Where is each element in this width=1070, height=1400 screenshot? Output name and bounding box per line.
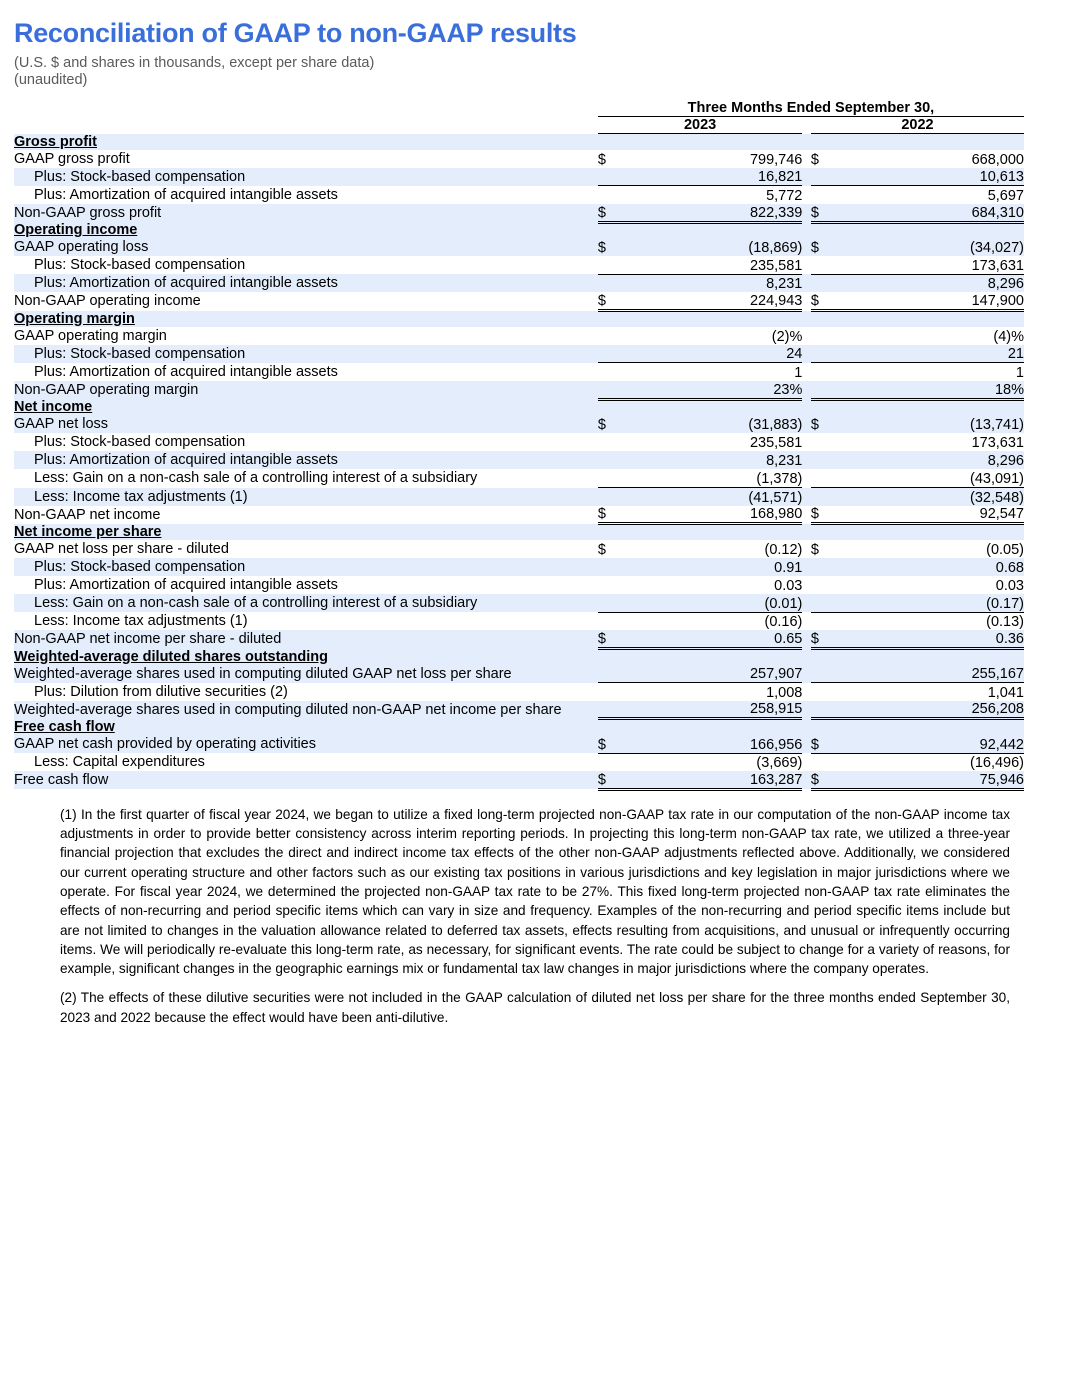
section-spacer-cell — [598, 399, 624, 415]
value-2022: 684,310 — [836, 204, 1024, 222]
currency-symbol-2023: $ — [597, 151, 606, 168]
currency-symbol-2022 — [811, 753, 837, 771]
currency-symbol-2023: $ — [598, 292, 624, 310]
section-spacer-cell — [623, 134, 802, 150]
currency-symbol-2023 — [598, 612, 624, 630]
value-2022: 0.36 — [836, 630, 1024, 648]
row-label: Plus: Amortization of acquired intangible assets — [34, 452, 338, 469]
currency-symbol-2022 — [811, 363, 837, 381]
currency-symbol-2022 — [811, 168, 837, 186]
currency-symbol-2022 — [811, 558, 837, 576]
value-2023: 235,581 — [749, 435, 803, 452]
value-2023: 224,943 — [623, 292, 802, 310]
table-row — [14, 506, 1024, 524]
value-2023: (31,883) — [748, 417, 803, 434]
section-spacer-cell — [623, 222, 802, 238]
row-label: GAAP net loss — [14, 416, 109, 432]
section-spacer-cell — [802, 134, 811, 150]
currency-symbol-2023: $ — [598, 506, 624, 524]
section-label: Free cash flow — [14, 718, 115, 735]
value-2023: 0.91 — [774, 560, 803, 576]
value-2022: (13,741) — [969, 417, 1024, 434]
header-year-row — [14, 117, 1024, 134]
value-2022: (0.05) — [986, 541, 1024, 558]
column-gap — [802, 433, 811, 451]
table-row — [14, 168, 1024, 186]
section-spacer-cell — [811, 719, 837, 735]
section-label: Gross profit — [14, 133, 97, 150]
reconciliation-table — [14, 100, 1024, 791]
row-label: Plus: Stock-based compensation — [34, 345, 246, 362]
header-period-row — [14, 100, 1024, 117]
currency-symbol-2023 — [598, 168, 624, 186]
header-period-label: Three Months Ended September 30, — [598, 100, 1024, 117]
currency-symbol-2022 — [811, 488, 837, 506]
row-label: Plus: Stock-based compensation — [34, 558, 246, 575]
section-label: Operating margin — [14, 310, 135, 327]
currency-symbol-2022 — [811, 256, 837, 274]
currency-symbol-2023 — [598, 753, 624, 771]
currency-symbol-2022: $ — [810, 151, 819, 168]
table-row — [14, 292, 1024, 310]
value-2023: (0.16) — [623, 612, 802, 630]
table-row — [14, 381, 1024, 399]
section-spacer-cell — [598, 649, 624, 665]
value-2023: 8,231 — [766, 453, 803, 470]
table-section-row — [14, 399, 1024, 415]
header-gap — [802, 117, 811, 134]
value-2022: 0.68 — [995, 560, 1024, 576]
column-gap — [802, 327, 811, 345]
row-label: GAAP net loss per share - diluted — [14, 540, 229, 557]
value-2023: 166,956 — [749, 736, 803, 753]
column-gap — [802, 665, 811, 683]
section-spacer-cell — [811, 524, 837, 540]
column-gap — [802, 415, 811, 433]
table-row — [14, 415, 1024, 433]
currency-symbol-2022 — [811, 469, 837, 487]
column-gap — [802, 576, 811, 594]
row-label: Plus: Dilution from dilutive securities (2) — [34, 683, 288, 700]
currency-symbol-2022 — [811, 381, 837, 399]
section-spacer-cell — [623, 524, 802, 540]
value-2023: (3,669) — [623, 753, 802, 771]
row-label: Plus: Stock-based compensation — [34, 168, 246, 185]
currency-symbol-2022 — [811, 433, 837, 451]
row-label: Plus: Stock-based compensation — [34, 434, 246, 451]
table-row — [14, 345, 1024, 363]
value-2023: 799,746 — [749, 151, 803, 168]
currency-symbol-2023: $ — [598, 771, 624, 789]
currency-symbol-2023: $ — [597, 240, 606, 257]
column-gap — [802, 771, 811, 789]
column-gap — [802, 451, 811, 469]
column-gap — [802, 381, 811, 399]
value-2022: 92,442 — [979, 736, 1024, 753]
currency-symbol-2023 — [598, 451, 624, 469]
currency-symbol-2023 — [598, 274, 624, 292]
table-section-row — [14, 524, 1024, 540]
section-spacer-cell — [623, 399, 802, 415]
section-spacer-cell — [623, 649, 802, 665]
value-2022: 1 — [836, 363, 1024, 381]
column-gap — [802, 204, 811, 222]
table-row — [14, 274, 1024, 292]
value-2022: (16,496) — [836, 753, 1024, 771]
column-gap — [802, 540, 811, 558]
currency-symbol-2023 — [598, 381, 624, 399]
column-gap — [802, 735, 811, 753]
column-gap — [802, 488, 811, 506]
value-2023: 235,581 — [749, 257, 803, 274]
currency-symbol-2022: $ — [810, 736, 819, 753]
currency-symbol-2023 — [598, 558, 624, 576]
row-label: Free cash flow — [14, 772, 109, 789]
currency-symbol-2023 — [598, 433, 624, 451]
section-label: Weighted-average diluted shares outstanding — [14, 648, 328, 665]
section-spacer-cell — [811, 649, 837, 665]
column-gap — [802, 150, 811, 168]
table-row — [14, 771, 1024, 789]
value-2023: 5,772 — [623, 186, 802, 204]
section-spacer-cell — [836, 399, 1024, 415]
table-section-row — [14, 134, 1024, 150]
currency-symbol-2023 — [598, 488, 624, 506]
table-header — [14, 100, 1024, 134]
header-year-2023: 2023 — [598, 117, 803, 134]
currency-symbol-2023 — [598, 594, 624, 612]
currency-symbol-2023 — [598, 683, 624, 701]
row-label: Less: Capital expenditures — [34, 754, 205, 770]
section-spacer-cell — [836, 222, 1024, 238]
value-2023: 0.03 — [774, 578, 803, 595]
row-label: GAAP operating margin — [14, 327, 167, 344]
footnotes — [60, 805, 1010, 1027]
section-label: Net income per share — [14, 523, 162, 540]
row-label: Plus: Amortization of acquired intangible assets — [34, 577, 338, 593]
value-2022: 5,697 — [836, 186, 1024, 204]
table-row — [14, 451, 1024, 469]
value-2022: 21 — [1007, 346, 1024, 363]
row-label: Plus: Amortization of acquired intangible assets — [34, 186, 338, 203]
value-2023: 1 — [623, 363, 802, 381]
value-2022: (43,091) — [969, 471, 1024, 487]
currency-symbol-2022 — [811, 576, 837, 594]
section-label: Net income — [14, 399, 93, 415]
column-gap — [802, 506, 811, 524]
column-gap — [802, 256, 811, 274]
value-2022: 1,041 — [836, 683, 1024, 701]
row-label: Less: Income tax adjustments (1) — [34, 613, 248, 630]
table-row — [14, 576, 1024, 594]
value-2022: 173,631 — [971, 257, 1024, 274]
currency-symbol-2022 — [811, 683, 837, 701]
currency-symbol-2023: $ — [598, 630, 624, 648]
value-2022: 0.03 — [995, 578, 1024, 595]
row-label: Plus: Stock-based compensation — [34, 257, 246, 274]
column-gap — [802, 612, 811, 630]
column-gap — [802, 292, 811, 310]
currency-symbol-2022: $ — [811, 630, 837, 648]
currency-symbol-2022 — [811, 345, 837, 363]
section-spacer-cell — [811, 222, 837, 238]
value-2023: (0.12) — [764, 541, 803, 558]
currency-symbol-2022 — [811, 186, 837, 204]
section-spacer-cell — [836, 719, 1024, 735]
table-section-row — [14, 649, 1024, 665]
currency-symbol-2023 — [598, 701, 624, 719]
page-title: Reconciliation of GAAP to non-GAAP results — [14, 18, 577, 48]
row-label: Non-GAAP gross profit — [14, 204, 162, 221]
column-gap — [802, 238, 811, 256]
currency-symbol-2023: $ — [598, 204, 624, 222]
row-label: Non-GAAP net income — [14, 506, 161, 523]
currency-symbol-2022: $ — [810, 417, 819, 434]
subtitle-units: (U.S. $ and shares in thousands, except per share data) — [14, 55, 375, 71]
value-2022: 18% — [836, 381, 1024, 399]
currency-symbol-2023 — [598, 345, 624, 363]
table-row — [14, 665, 1024, 683]
currency-symbol-2023: $ — [597, 736, 606, 753]
table-row — [14, 735, 1024, 753]
value-2023: 163,287 — [623, 771, 802, 789]
value-2022: 10,613 — [979, 169, 1024, 186]
currency-symbol-2023 — [598, 469, 624, 487]
value-2022: 255,167 — [971, 666, 1024, 683]
row-label: Plus: Amortization of acquired intangible assets — [34, 363, 338, 380]
value-2022: 92,547 — [836, 506, 1024, 524]
value-2023: 258,915 — [623, 701, 802, 719]
currency-symbol-2023 — [598, 363, 624, 381]
row-label: Non-GAAP net income per share - diluted — [14, 631, 282, 648]
table-row — [14, 612, 1024, 630]
value-2023: (41,571) — [623, 488, 802, 506]
currency-symbol-2022 — [811, 594, 837, 612]
section-spacer-cell — [802, 649, 811, 665]
section-spacer-cell — [598, 311, 624, 327]
currency-symbol-2022: $ — [811, 771, 837, 789]
section-spacer-cell — [802, 524, 811, 540]
section-spacer-cell — [802, 222, 811, 238]
value-2022: 173,631 — [971, 435, 1024, 452]
value-2022: (0.17) — [986, 595, 1024, 612]
table-row — [14, 327, 1024, 345]
section-spacer-cell — [836, 311, 1024, 327]
column-gap — [802, 345, 811, 363]
value-2023: 23% — [623, 381, 802, 399]
header-blank — [14, 100, 598, 117]
section-spacer-cell — [598, 524, 624, 540]
section-spacer-cell — [623, 719, 802, 735]
currency-symbol-2022 — [811, 274, 837, 292]
table-row — [14, 238, 1024, 256]
row-label: Less: Gain on a non-cash sale of a controlling interest of a subsidiary — [34, 595, 478, 612]
column-gap — [802, 363, 811, 381]
currency-symbol-2022 — [811, 612, 837, 630]
table-row — [14, 433, 1024, 451]
value-2023: (2)% — [771, 328, 803, 345]
value-2022: (34,027) — [969, 240, 1024, 257]
value-2023: 16,821 — [758, 169, 803, 186]
footnote-2: (2) The effects of these dilutive securities were not included in the GAAP calculation of diluted net loss per share for the three months ended September 30, 2023 and 2022 because the effect would have been anti-dilutive. — [60, 990, 1010, 1025]
column-gap — [802, 469, 811, 487]
section-spacer-cell — [836, 524, 1024, 540]
column-gap — [802, 701, 811, 719]
section-spacer-cell — [836, 649, 1024, 665]
table-section-row — [14, 222, 1024, 238]
table-row — [14, 186, 1024, 204]
header-year-2022: 2022 — [811, 117, 1024, 134]
table-body — [14, 134, 1024, 790]
table-row — [14, 540, 1024, 558]
currency-symbol-2023 — [598, 256, 624, 274]
table-row — [14, 488, 1024, 506]
table-row — [14, 683, 1024, 701]
table-row — [14, 558, 1024, 576]
value-2023: (1,378) — [756, 471, 803, 487]
section-spacer-cell — [802, 719, 811, 735]
section-spacer-cell — [802, 311, 811, 327]
value-2022: (32,548) — [836, 488, 1024, 506]
row-label: GAAP operating loss — [14, 239, 149, 255]
value-2022: 75,946 — [836, 771, 1024, 789]
table-row — [14, 150, 1024, 168]
value-2023: 1,008 — [623, 683, 802, 701]
value-2022: 147,900 — [836, 292, 1024, 310]
section-spacer-cell — [598, 134, 624, 150]
currency-symbol-2023: $ — [597, 541, 606, 558]
value-2023: 8,231 — [623, 274, 802, 292]
table-section-row — [14, 311, 1024, 327]
subtitle-unaudited: (unaudited) — [14, 72, 88, 88]
row-label: Non-GAAP operating income — [14, 293, 201, 310]
currency-symbol-2023: $ — [597, 417, 606, 434]
column-gap — [802, 594, 811, 612]
currency-symbol-2022: $ — [811, 292, 837, 310]
section-spacer-cell — [811, 399, 837, 415]
section-spacer-cell — [598, 222, 624, 238]
footnote-1: (1) In the first quarter of fiscal year 2024, we began to utilize a fixed long-term projected non-GAAP tax rate in our computation of the non-GAAP income tax adjustments in order to provide better consistency across interim reporting periods. In projecting this long-term non-GAAP tax rate, we utilized a three-year financial projection that excludes the direct and indirect income tax effects of the other non-GAAP adjustments reflected above. Additionally, we considered our current operating structure and other factors such as our existing tax positions in various jurisdictions and key legislation in major jurisdictions where we operate. For fiscal year 2024, we determined the projected non-GAAP tax rate to be 27%. This fixed long-term projected non-GAAP tax rate eliminates the effects of non-recurring and period specific items which can vary in size and frequency. Examples of the non-recurring and period specific items include but are not limited to changes in the valuation allowance related to deferred tax assets, effects resulting from acquisitions, and unusual or infrequently occurring items. We will periodically re-evaluate this long-term rate, as necessary, for significant events. The rate could be subject to change for a variety of reasons, for example, significant changes in the geographic earnings mix or fundamental tax law changes in major jurisdictions where the company operates. — [60, 806, 1010, 977]
currency-symbol-2022 — [811, 327, 837, 345]
currency-symbol-2022 — [811, 701, 837, 719]
value-2023: (0.01) — [764, 595, 803, 612]
section-label: Operating income — [14, 222, 138, 238]
section-spacer-cell — [811, 311, 837, 327]
value-2022: 256,208 — [836, 701, 1024, 719]
value-2023: 0.65 — [623, 630, 802, 648]
row-label: Non-GAAP operating margin — [14, 381, 199, 398]
section-spacer-cell — [623, 311, 802, 327]
row-label: Less: Income tax adjustments (1) — [34, 488, 248, 505]
value-2022: (0.13) — [836, 612, 1024, 630]
currency-symbol-2022: $ — [811, 506, 837, 524]
table-row — [14, 630, 1024, 648]
section-spacer-cell — [811, 134, 837, 150]
section-spacer-cell — [598, 719, 624, 735]
column-gap — [802, 630, 811, 648]
currency-symbol-2022: $ — [810, 541, 819, 558]
table-row — [14, 256, 1024, 274]
column-gap — [802, 558, 811, 576]
section-spacer-cell — [836, 134, 1024, 150]
table-row — [14, 594, 1024, 612]
value-2023: 822,339 — [623, 204, 802, 222]
row-label: Plus: Amortization of acquired intangible assets — [34, 275, 338, 292]
currency-symbol-2023 — [598, 327, 624, 345]
section-spacer-cell — [802, 399, 811, 415]
header-blank-2 — [14, 117, 598, 134]
value-2023: 168,980 — [623, 506, 802, 524]
value-2023: (18,869) — [748, 240, 803, 257]
table-row — [14, 363, 1024, 381]
value-2022: 8,296 — [836, 274, 1024, 292]
row-label: Weighted-average shares used in computing diluted GAAP net loss per share — [14, 665, 512, 682]
value-2023: 257,907 — [749, 666, 803, 683]
column-gap — [802, 168, 811, 186]
table-section-row — [14, 719, 1024, 735]
column-gap — [802, 753, 811, 771]
value-2022: (4)% — [993, 328, 1024, 345]
table-row — [14, 204, 1024, 222]
value-2022: 8,296 — [987, 453, 1024, 470]
column-gap — [802, 683, 811, 701]
column-gap — [802, 274, 811, 292]
currency-symbol-2023 — [598, 665, 624, 683]
row-label: GAAP net cash provided by operating activities — [14, 735, 316, 752]
row-label: GAAP gross profit — [14, 150, 130, 167]
column-gap — [802, 186, 811, 204]
currency-symbol-2023 — [598, 576, 624, 594]
row-label: Weighted-average shares used in computing diluted non-GAAP net income per share — [14, 701, 562, 718]
currency-symbol-2022: $ — [810, 240, 819, 257]
value-2023: 24 — [786, 346, 803, 363]
currency-symbol-2022: $ — [811, 204, 837, 222]
table-row — [14, 469, 1024, 487]
currency-symbol-2023 — [598, 186, 624, 204]
value-2022: 668,000 — [971, 151, 1024, 168]
currency-symbol-2022 — [811, 451, 837, 469]
table-row — [14, 701, 1024, 719]
row-label: Less: Gain on a non-cash sale of a controlling interest of a subsidiary — [34, 470, 478, 487]
table-row — [14, 753, 1024, 771]
currency-symbol-2022 — [811, 665, 837, 683]
